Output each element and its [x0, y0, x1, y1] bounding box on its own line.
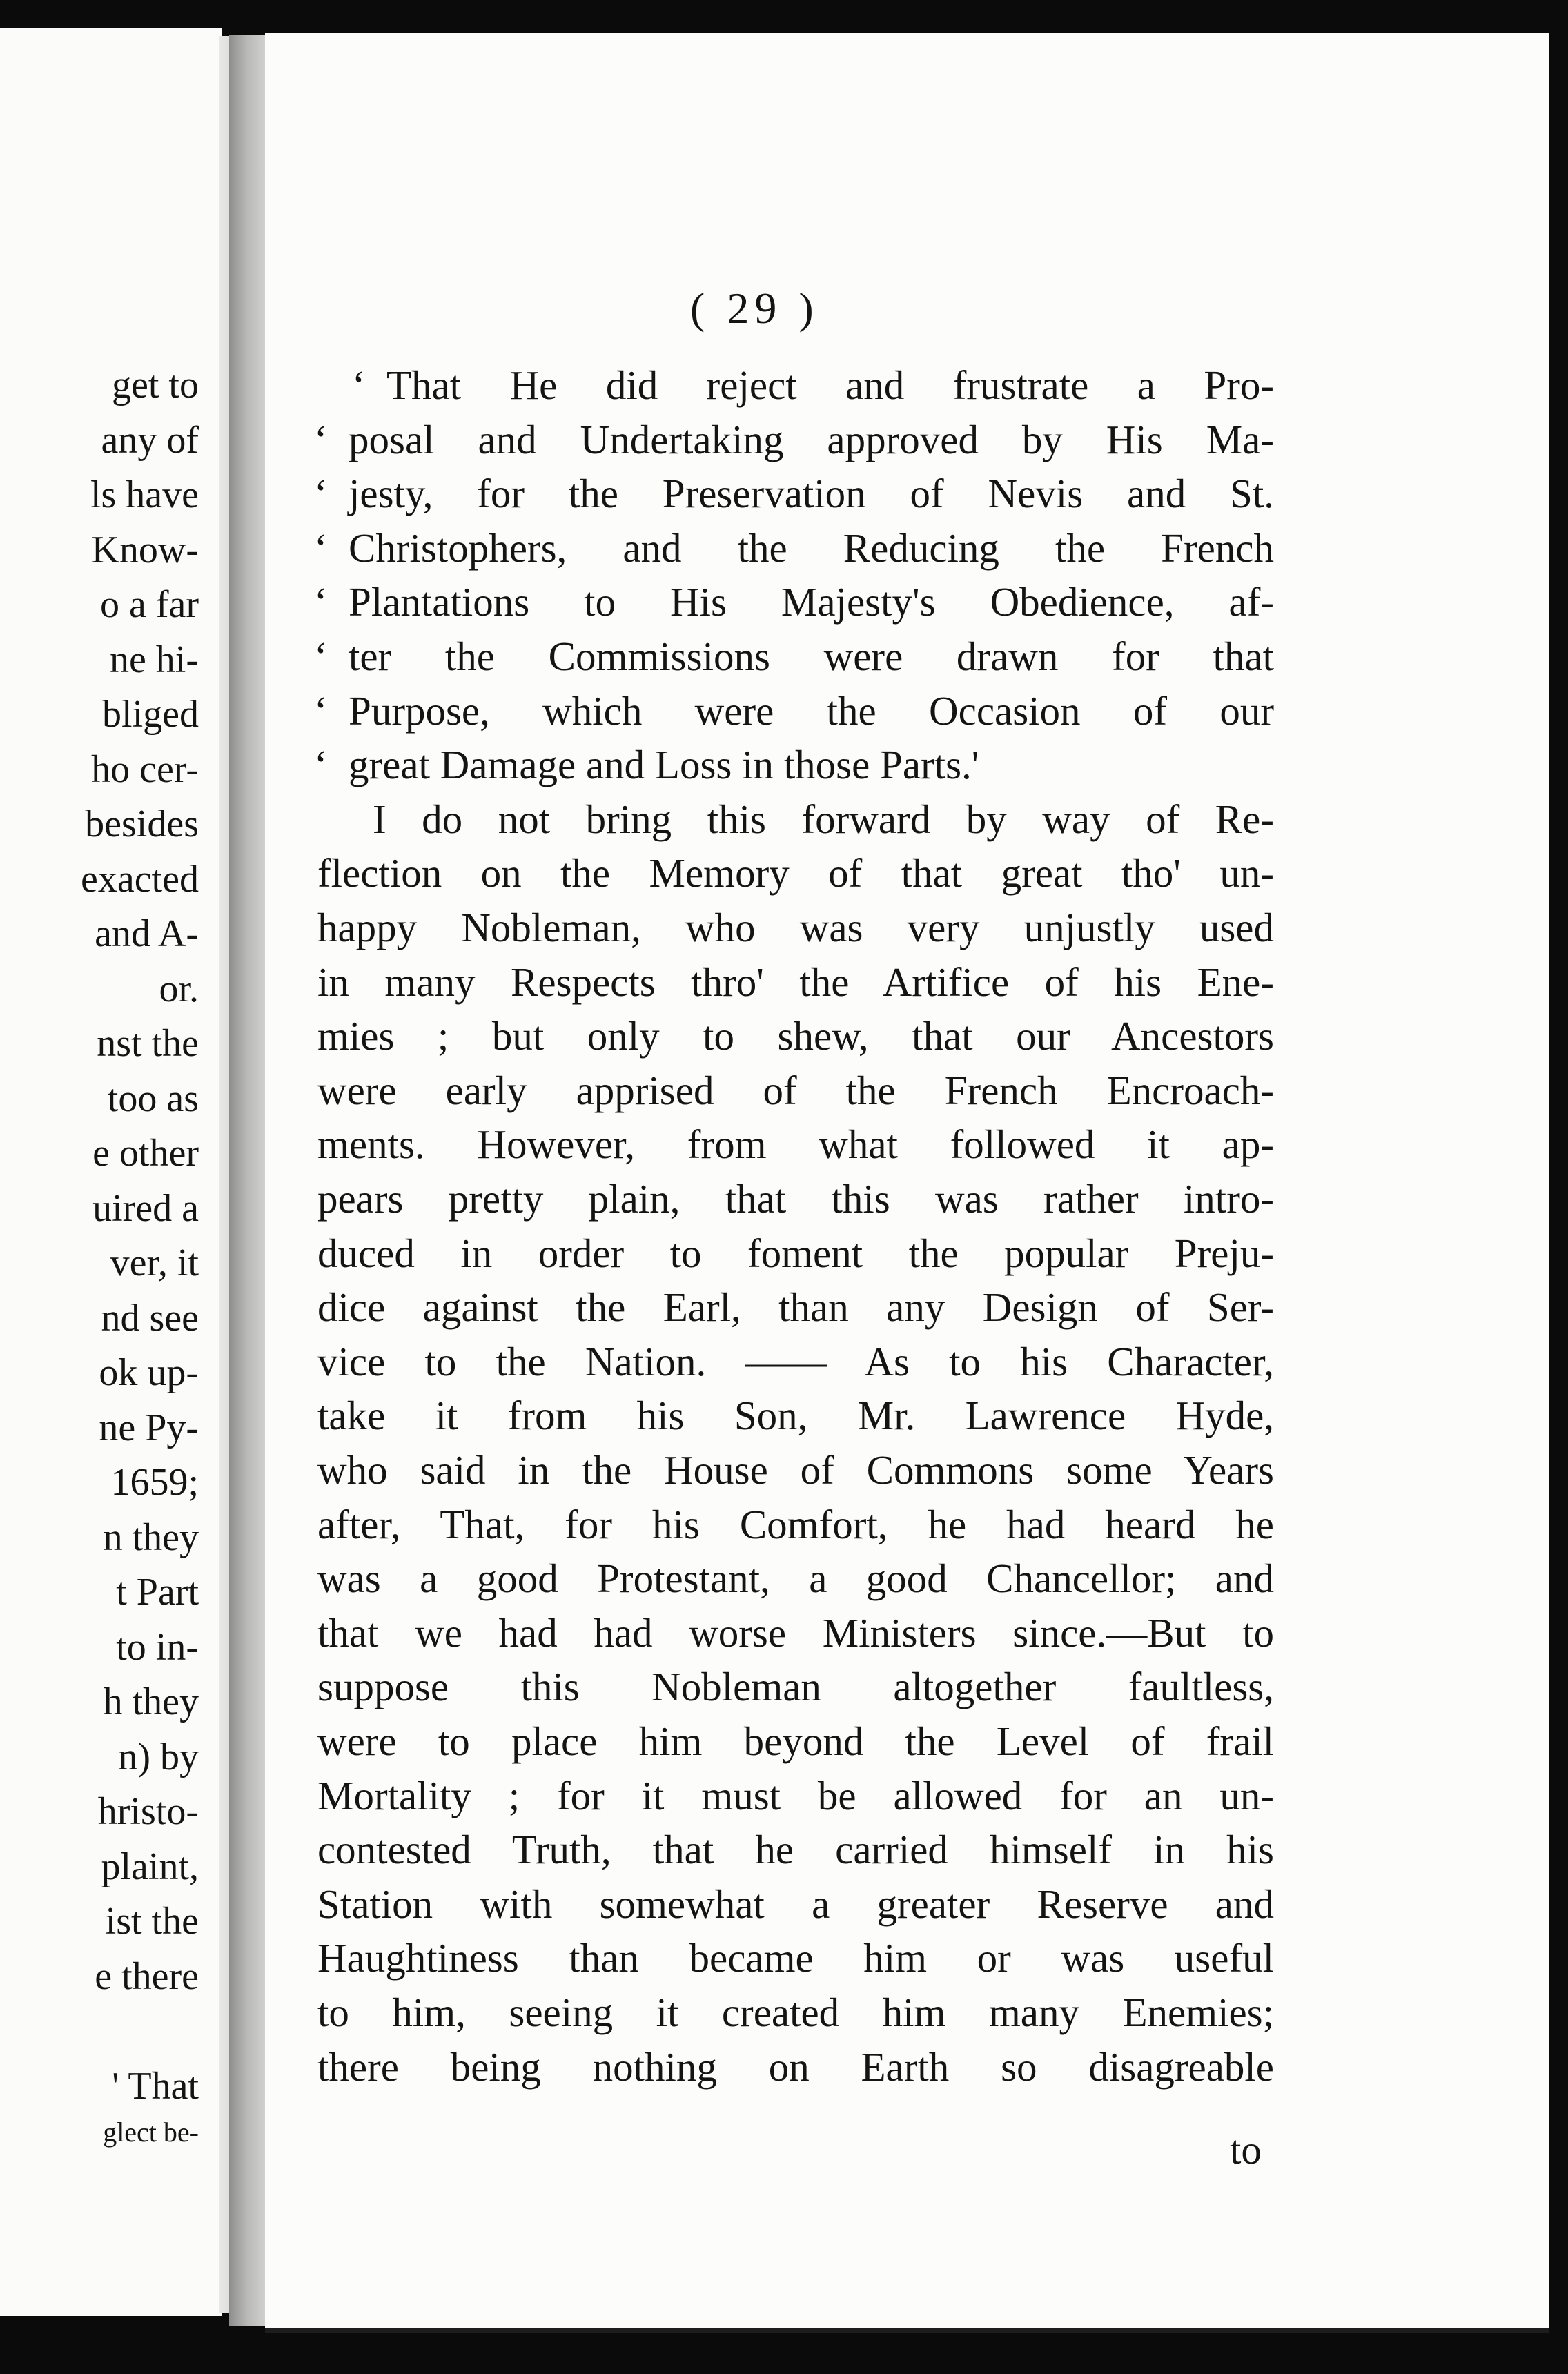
- left-page-line: t Part: [116, 1571, 199, 1613]
- left-page-line: ist the: [105, 1900, 199, 1943]
- left-page-line: Know-: [91, 528, 199, 571]
- body-line: vice to the Nation. —— As to his Character,: [317, 1338, 1274, 1384]
- body-line: mies ; but only to shew, that our Ancestors: [317, 1013, 1274, 1059]
- body-line: in many Respects thro' the Artifice of his Ene-: [317, 959, 1274, 1005]
- left-page-line: e other: [92, 1132, 199, 1175]
- left-page-line: to in-: [116, 1625, 199, 1669]
- left-page-line: glect be-: [103, 2117, 199, 2148]
- left-page-line: 1659;: [110, 1461, 199, 1504]
- body-line: flection on the Memory of that great tho' un-: [317, 850, 1274, 896]
- body-line: duced in order to foment the popular Preju-: [317, 1230, 1274, 1276]
- body-line: there being nothing on Earth so disagreable: [317, 2043, 1274, 2090]
- left-page-line: n they: [103, 1515, 199, 1559]
- page-bottom-edge: [265, 2328, 1549, 2333]
- left-page-line: any of: [101, 418, 199, 462]
- left-page-line: plaint,: [101, 1845, 199, 1888]
- left-page-line: o a far: [99, 583, 199, 626]
- body-line: I do not bring this forward by way of Re-: [373, 796, 1274, 842]
- left-page-line: besides: [85, 803, 199, 845]
- left-page-line: ver, it: [110, 1242, 199, 1284]
- quote-line: ‘ great Damage and Loss in those Parts.': [349, 737, 1274, 792]
- quote-line: ‘ jesty, for the Preservation of Nevis and St.: [349, 466, 1274, 521]
- body-line: that we had had worse Ministers since.—But to: [317, 1609, 1274, 1656]
- left-page: [0, 28, 222, 2316]
- body-line: Haughtiness than became him or was useful: [317, 1935, 1274, 1981]
- body-line: were to place him beyond the Level of frail: [317, 1718, 1274, 1764]
- left-page-line: e there: [95, 1954, 199, 1998]
- left-page-line: uired a: [92, 1186, 199, 1230]
- left-page-line: hristo-: [97, 1790, 199, 1833]
- left-page-line: nd see: [101, 1296, 199, 1340]
- body-line: suppose this Nobleman altogether faultless,: [317, 1664, 1274, 1710]
- body-line: after, That, for his Comfort, he had heard he: [317, 1501, 1274, 1547]
- left-page-line: bliged: [102, 693, 199, 736]
- body-line: take it from his Son, Mr. Lawrence Hyde,: [317, 1393, 1274, 1439]
- body-line: pears pretty plain, that this was rather intro-: [317, 1176, 1274, 1222]
- body-line: Station with somewhat a greater Reserve and: [317, 1881, 1274, 1927]
- left-page-line: get to: [112, 364, 199, 406]
- left-page-line: h they: [103, 1680, 199, 1723]
- left-page-line: ho cer-: [91, 747, 199, 791]
- catchword: to: [1230, 2127, 1262, 2172]
- body-line: was a good Protestant, a good Chancellor; and: [317, 1556, 1274, 1602]
- body-line: ments. However, from what followed it ap-: [317, 1121, 1274, 1168]
- book-gutter: [229, 35, 269, 2326]
- body-line: Mortality ; for it must be allowed for an un-: [317, 1772, 1274, 1818]
- body-line: to him, seeing it created him many Enemies;: [317, 1990, 1274, 2035]
- left-page-line: and A-: [95, 912, 199, 955]
- left-page-line: exacted: [81, 857, 199, 901]
- left-page-line: ne hi-: [109, 638, 199, 681]
- body-line: happy Nobleman, who was very unjustly used: [317, 905, 1274, 950]
- quote-line: ‘ Plantations to His Majesty's Obedience, af-: [349, 574, 1274, 629]
- page-number: ( 29 ): [690, 284, 819, 333]
- body-line: dice against the Earl, than any Design of Ser-: [317, 1284, 1274, 1331]
- left-page-line: or.: [159, 967, 199, 1010]
- body-line: contested Truth, that he carried himself in his: [317, 1827, 1274, 1873]
- body-line: who said in the House of Commons some Years: [317, 1447, 1274, 1493]
- left-page-line: nst the: [97, 1022, 199, 1065]
- body-line: were early apprised of the French Encroach-: [317, 1067, 1274, 1113]
- left-page-line: too as: [107, 1077, 199, 1120]
- left-page-line: ne Py-: [99, 1406, 199, 1449]
- left-page-line: ok up-: [99, 1351, 199, 1394]
- quote-line: ‘ Purpose, which were the Occasion of our: [349, 683, 1274, 738]
- quote-line: ‘ ter the Commissions were drawn for that: [349, 629, 1274, 684]
- left-page-line: ' That: [112, 2064, 199, 2108]
- left-page-line: ls have: [90, 473, 199, 516]
- quote-line: ‘ That He did reject and frustrate a Pro-: [386, 357, 1274, 413]
- quote-line: ‘ posal and Undertaking approved by His Ma-: [349, 412, 1274, 467]
- quote-line: ‘ Christophers, and the Reducing the French: [349, 520, 1274, 576]
- left-page-line: n) by: [118, 1735, 199, 1778]
